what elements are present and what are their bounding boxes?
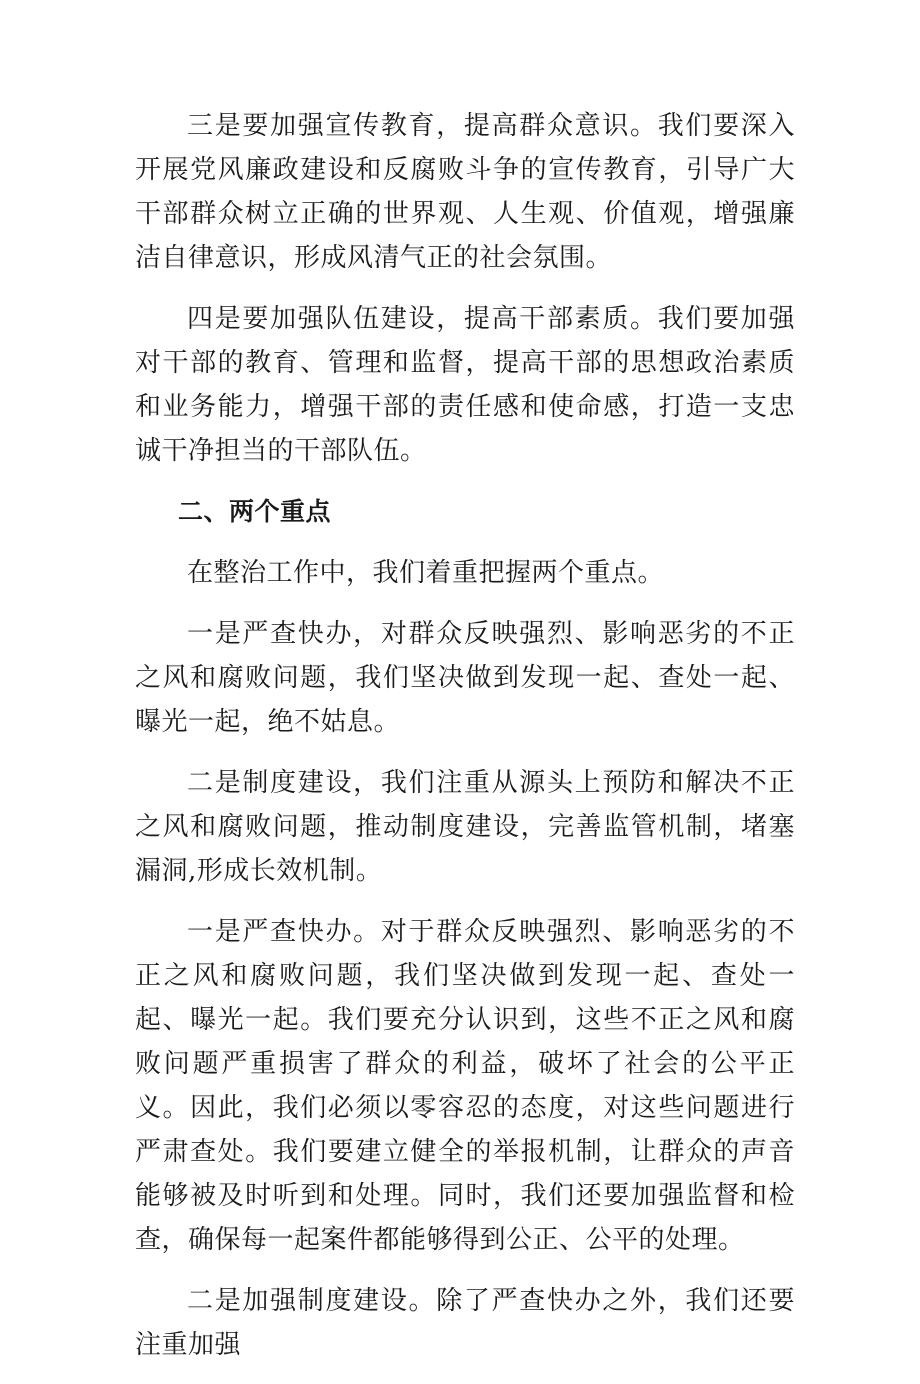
paragraph-team-building: 四是要加强队伍建设，提高干部素质。我们要加强对干部的教育、管理和监督，提高干部的思想政治素质和业务能力，增强干部的责任感和使命感，打造一支忠诚干净担当的干部队伍。 bbox=[135, 304, 795, 466]
paragraph-point-two-summary: 二是制度建设，我们注重从源头上预防和解决不正之风和腐败问题，推动制度建设，完善监管机制，堵塞漏洞,形成长效机制。 bbox=[135, 768, 795, 886]
paragraph-point-one-summary: 一是严查快办，对群众反映强烈、影响恶劣的不正之风和腐败问题，我们坚决做到发现一起、查处一起、曝光一起，绝不姑息。 bbox=[135, 619, 795, 737]
section-heading: 二、两个重点 bbox=[178, 497, 332, 526]
paragraph-point-one-detail: 一是严查快办。对于群众反映强烈、影响恶劣的不正之风和腐败问题，我们坚决做到发现一起、查处一起、曝光一起。我们要充分认识到，这些不正之风和腐败问题严重损害了群众的利益，破坏了社会的公平正义。因此，我们必须以零容忍的态度，对这些问题进行严肃查处。我们要建立健全的举报机制，让群众的声音能够被及时听到和处理。同时，我们还要加强监督和检查，确保每一起案件都能够得到公正、公平的处理。 bbox=[135, 917, 795, 1255]
paragraph-publicity-education: 三是要加强宣传教育，提高群众意识。我们要深入开展党风廉政建设和反腐败斗争的宣传教育，引导广大干部群众树立正确的世界观、人生观、价值观，增强廉洁自律意识，形成风清气正的社会氛围。 bbox=[135, 111, 795, 273]
paragraph-intro: 在整治工作中，我们着重把握两个重点。 bbox=[187, 558, 665, 588]
document-body bbox=[135, 104, 795, 1384]
paragraph-point-two-detail: 二是加强制度建设。除了严查快办之外，我们还要注重加强 bbox=[135, 1286, 795, 1360]
